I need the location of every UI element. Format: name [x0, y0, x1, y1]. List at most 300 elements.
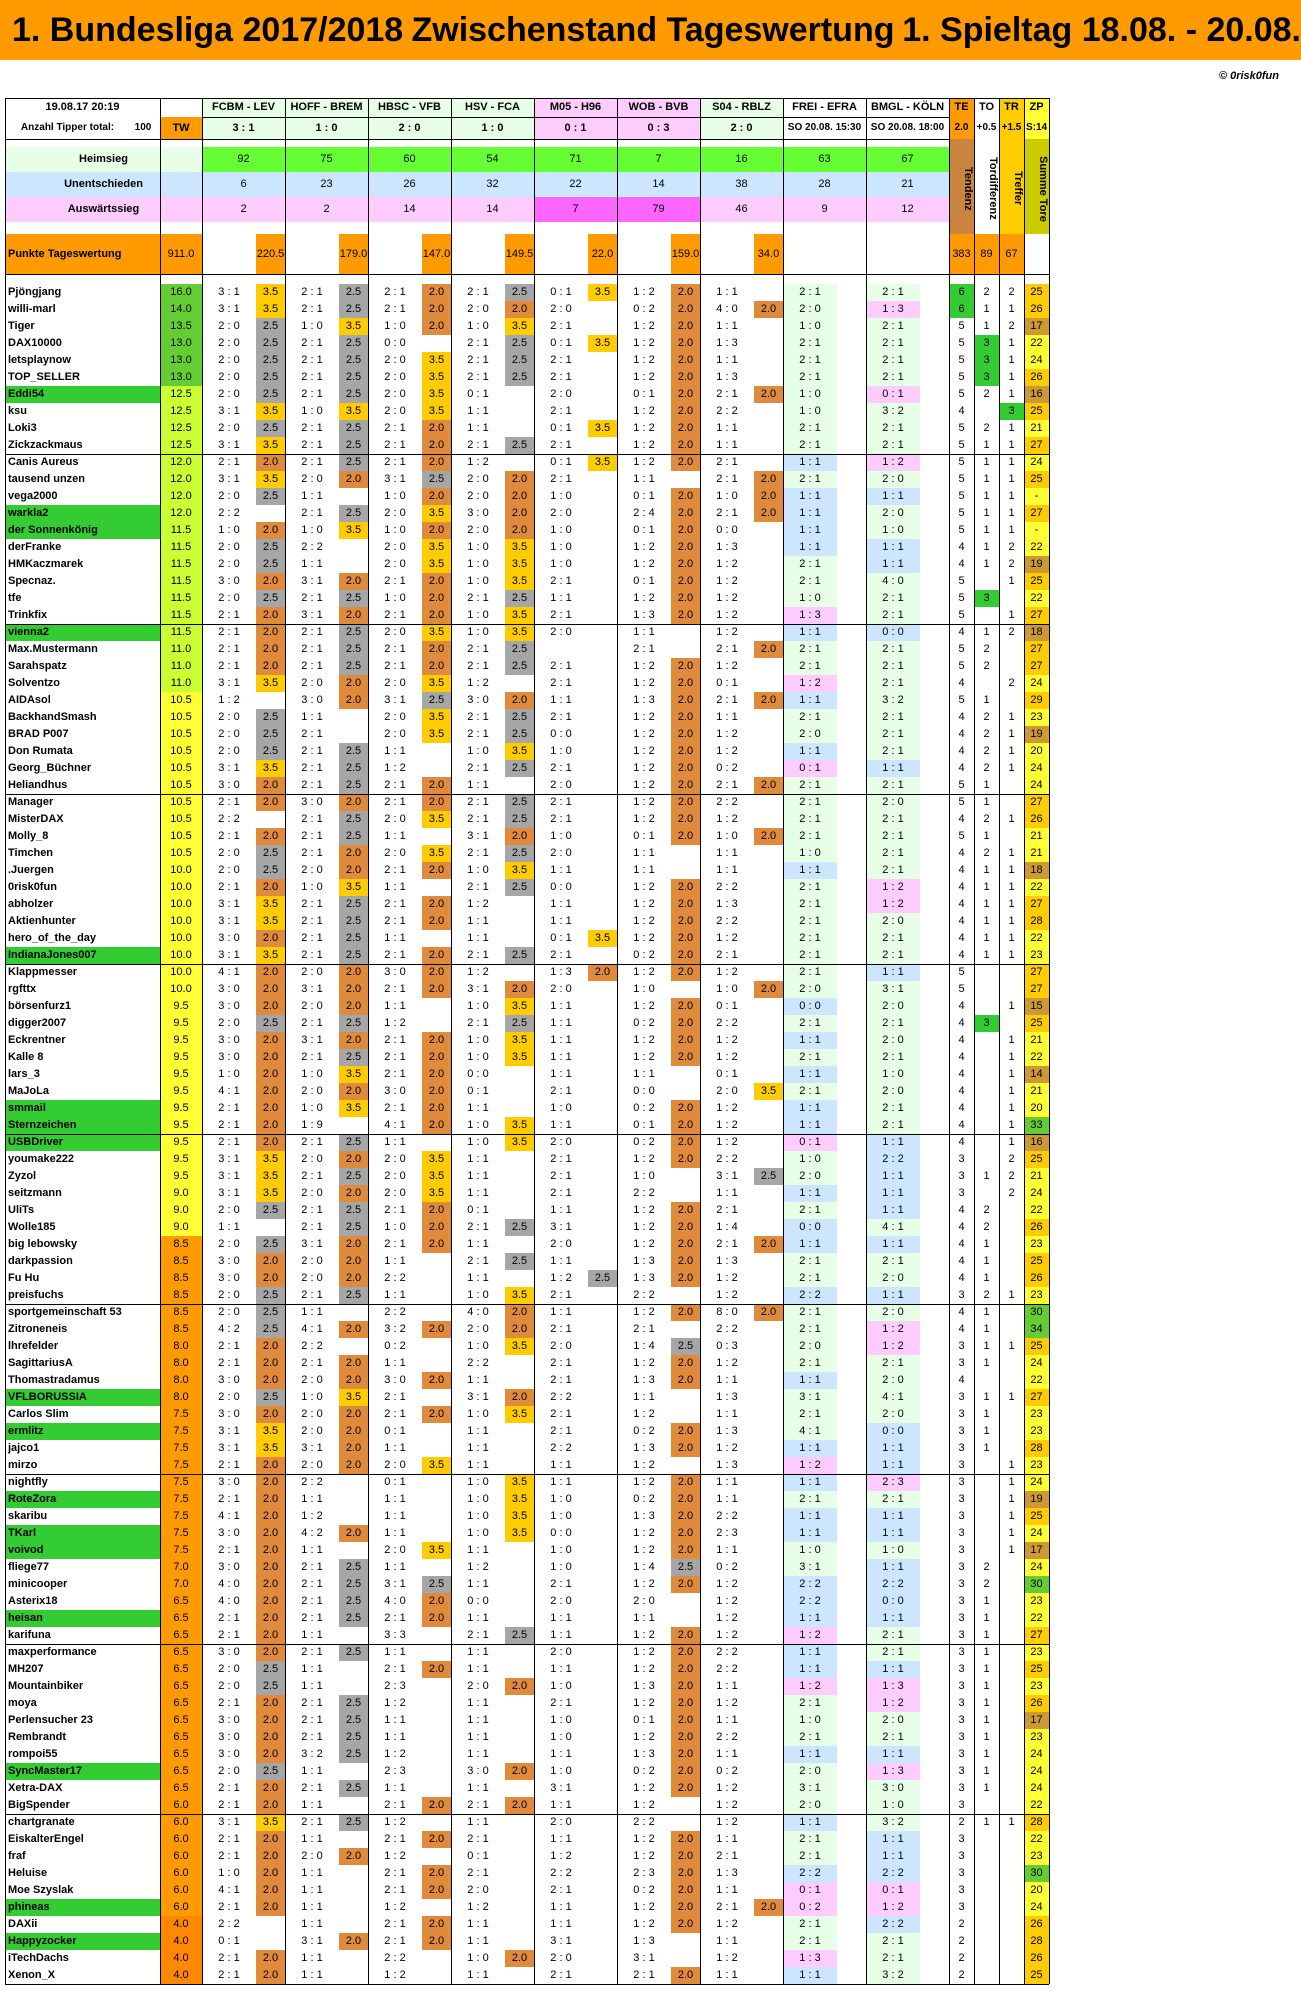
- player-tip: 1 : 2: [716, 1612, 738, 1624]
- player-tip: 2 : 1: [866, 658, 920, 675]
- player-tip-points: [837, 403, 866, 420]
- player-tip-points: 2.0: [339, 1321, 368, 1338]
- player-tip: 2 : 1: [218, 626, 240, 638]
- player-tip: 1 : 1: [783, 539, 837, 556]
- player-tr: 1: [1008, 388, 1015, 400]
- player-tip-points: 3.5: [256, 760, 285, 777]
- match-teams: FCBM - LEV: [202, 98, 285, 117]
- player-name: BigSpender: [8, 1799, 70, 1811]
- player-tip: 2 : 1: [467, 660, 489, 672]
- player-tip-points: 2.0: [339, 981, 368, 998]
- player-tip-points: 3.5: [256, 1151, 285, 1168]
- player-tip-points: 2.0: [256, 1355, 285, 1372]
- player-tip-points: [754, 1015, 783, 1032]
- player-tip: 1 : 0: [550, 541, 572, 553]
- player-day-points: 10.0: [160, 879, 202, 896]
- player-tip-points: 2.5: [256, 1763, 285, 1780]
- player-tip: 1 : 2: [716, 1595, 738, 1607]
- player-tip: 1 : 2: [384, 762, 406, 774]
- player-tip: 1 : 1: [550, 1799, 572, 1811]
- player-tip: 1 : 2: [783, 675, 837, 692]
- player-tip-points: 2.5: [754, 1168, 783, 1185]
- player-tip-points: 2.0: [256, 794, 285, 811]
- player-tip: 1 : 1: [384, 1561, 406, 1573]
- column-divider: [700, 98, 701, 1984]
- player-tip-points: 2.0: [671, 1117, 700, 1134]
- player-tr: [999, 1797, 1024, 1814]
- player-name: lars_3: [8, 1068, 40, 1080]
- player-tip: 1 : 1: [384, 932, 406, 944]
- player-name: seitzmann: [8, 1187, 62, 1199]
- player-name: Wolle185: [8, 1221, 56, 1233]
- player-tip-points: [920, 590, 949, 607]
- player-tip: 1 : 0: [218, 1068, 240, 1080]
- player-tip-points: 2.5: [339, 1780, 368, 1797]
- player-tip: 1 : 1: [384, 830, 406, 842]
- player-tip: 1 : 1: [783, 743, 837, 760]
- player-tip-points: 2.5: [256, 1389, 285, 1406]
- player-tip-points: 2.5: [339, 1644, 368, 1661]
- player-tip: 2 : 1: [866, 1355, 920, 1372]
- player-tip-points: 3.5: [505, 1406, 534, 1423]
- player-tip: 1 : 1: [467, 1187, 489, 1199]
- player-tr: 2: [1008, 1153, 1015, 1165]
- player-tip: 4 : 0: [716, 303, 738, 315]
- player-tip: 1 : 1: [783, 1185, 837, 1202]
- player-tip-points: [837, 1202, 866, 1219]
- player-tip: 0 : 0: [866, 624, 920, 641]
- player-tip-points: [588, 590, 617, 607]
- player-tip-points: [588, 386, 617, 403]
- player-tip: 1 : 2: [716, 609, 738, 621]
- player-tip-points: 2.5: [256, 1321, 285, 1338]
- player-tip-points: 2.0: [256, 1253, 285, 1270]
- player-tip-points: [754, 1525, 783, 1542]
- player-tip-points: 2.0: [422, 590, 451, 607]
- player-tip-points: [837, 1865, 866, 1882]
- player-tip: 2 : 1: [783, 573, 837, 590]
- player-tip-points: [754, 811, 783, 828]
- player-tip-points: 3.5: [256, 301, 285, 318]
- player-tip: 0 : 1: [384, 1476, 406, 1488]
- player-tip-points: [754, 1559, 783, 1576]
- player-tip: 1 : 0: [467, 1051, 489, 1063]
- player-tip-points: [339, 1865, 368, 1882]
- player-zp: 25: [1024, 1015, 1049, 1032]
- player-tip: 3 : 1: [301, 983, 323, 995]
- player-tip-points: [920, 709, 949, 726]
- player-tip-points: [422, 828, 451, 845]
- player-tip: 3 : 0: [301, 796, 323, 808]
- player-tip-points: [754, 1100, 783, 1117]
- player-tip-points: 2.0: [671, 1032, 700, 1049]
- player-tip: 2 : 2: [384, 1952, 406, 1964]
- player-day-points: 7.5: [160, 1423, 202, 1440]
- player-tip-points: 2.5: [256, 539, 285, 556]
- player-tip: 2 : 1: [301, 762, 323, 774]
- player-tip: 2 : 0: [633, 1595, 655, 1607]
- player-tip: 2 : 0: [218, 1391, 240, 1403]
- player-tip: 2 : 1: [866, 862, 920, 879]
- player-tip-points: [920, 1627, 949, 1644]
- player-tip: 1 : 1: [467, 1969, 489, 1981]
- player-tip-points: 2.0: [256, 1049, 285, 1066]
- player-tip: 3 : 1: [218, 898, 240, 910]
- player-tip-points: 2.0: [256, 1746, 285, 1763]
- player-tip-points: 2.5: [339, 1695, 368, 1712]
- player-tip: 3 : 0: [467, 507, 489, 519]
- player-tip-points: [588, 1321, 617, 1338]
- row-divider: [5, 794, 1049, 795]
- player-tip: 2 : 1: [783, 930, 837, 947]
- player-tip: 2 : 1: [218, 1782, 240, 1794]
- player-tip-points: [920, 1695, 949, 1712]
- player-tip-points: [256, 1916, 285, 1933]
- player-tip: 2 : 1: [716, 694, 738, 706]
- player-tr: [999, 1253, 1024, 1270]
- player-tip: 1 : 3: [633, 1442, 655, 1454]
- player-name: fraf: [8, 1850, 26, 1862]
- player-tip: 4 : 0: [467, 1306, 489, 1318]
- player-tip-points: [588, 1780, 617, 1797]
- player-tip-points: [920, 1372, 949, 1389]
- player-zp: 20: [1024, 1882, 1049, 1899]
- column-divider: [949, 98, 950, 1984]
- player-to: [974, 675, 999, 692]
- player-tip-points: 2.0: [422, 1661, 451, 1678]
- player-tip: 3 : 0: [384, 966, 406, 978]
- player-tip: 2 : 1: [783, 811, 837, 828]
- player-te: 2: [958, 1952, 965, 1964]
- player-tip: 2 : 1: [384, 983, 406, 995]
- player-tip: 2 : 0: [550, 847, 572, 859]
- player-tip-points: [505, 1848, 534, 1865]
- player-tr: [999, 981, 1024, 998]
- player-tip-points: 2.0: [671, 1100, 700, 1117]
- title-league: 1. Bundesliga 2017/2018: [12, 10, 404, 49]
- player-tip: 3 : 1: [301, 1442, 323, 1454]
- player-tip: 1 : 1: [550, 1629, 572, 1641]
- player-tip-points: 2.0: [505, 471, 534, 488]
- player-tip: 2 : 1: [301, 1561, 323, 1573]
- player-tip: 2 : 1: [866, 777, 920, 794]
- player-tip-points: [588, 1661, 617, 1678]
- player-tip: 0 : 2: [716, 762, 738, 774]
- player-tip-points: [837, 1814, 866, 1831]
- player-tip: 1 : 1: [301, 1544, 323, 1556]
- player-tip: 2 : 1: [783, 335, 837, 352]
- player-tip-points: [754, 1695, 783, 1712]
- player-tip: 1 : 2: [716, 575, 738, 587]
- player-name: Pjöngjang: [8, 286, 62, 298]
- player-tip-points: [920, 1729, 949, 1746]
- player-tip: 1 : 3: [716, 541, 738, 553]
- player-tip: 2 : 1: [467, 439, 489, 451]
- player-tip-points: 2.5: [505, 335, 534, 352]
- player-name: Eckrentner: [8, 1034, 66, 1046]
- player-tip: 2 : 0: [384, 1459, 406, 1471]
- player-to: [974, 1797, 999, 1814]
- player-tip: 1 : 1: [467, 1697, 489, 1709]
- player-tip: 2 : 2: [716, 1153, 738, 1165]
- player-tip: 1 : 2: [633, 1204, 655, 1216]
- player-tip: 1 : 2: [633, 422, 655, 434]
- player-zp: 23: [1024, 1236, 1049, 1253]
- player-tip: 2 : 1: [384, 1408, 406, 1420]
- player-to: [974, 1542, 999, 1559]
- player-to: 1: [983, 507, 990, 519]
- player-tip-points: [588, 1423, 617, 1440]
- player-tip-points: 2.0: [671, 879, 700, 896]
- player-tip: 1 : 1: [467, 1935, 489, 1947]
- player-tip-points: [920, 607, 949, 624]
- row-divider: [5, 624, 1049, 625]
- player-tip-points: [920, 811, 949, 828]
- player-tip-points: [671, 1797, 700, 1814]
- player-tip: 1 : 3: [716, 1255, 738, 1267]
- player-tip-points: 2.0: [339, 964, 368, 981]
- player-to: [974, 981, 999, 998]
- player-tip-points: 2.5: [422, 471, 451, 488]
- player-tip: 3 : 2: [866, 403, 920, 420]
- player-tip: 1 : 2: [716, 1629, 738, 1641]
- player-tip-points: 2.0: [671, 743, 700, 760]
- player-tip-points: [505, 386, 534, 403]
- player-tip-points: [505, 403, 534, 420]
- player-name: Zickzackmaus: [8, 439, 83, 451]
- player-tip: 1 : 1: [783, 1814, 837, 1831]
- player-tip-points: [920, 1746, 949, 1763]
- player-tip: 0 : 1: [633, 1119, 655, 1131]
- player-tip: 1 : 1: [716, 1969, 738, 1981]
- player-tip-points: 2.0: [256, 1610, 285, 1627]
- player-tip: 2 : 1: [783, 1321, 837, 1338]
- player-tr: 1: [1008, 728, 1015, 740]
- player-tip-points: 2.0: [671, 335, 700, 352]
- player-to: 3: [974, 335, 999, 352]
- player-te: 5: [958, 388, 965, 400]
- player-tip-points: [837, 369, 866, 386]
- player-tip-points: [920, 624, 949, 641]
- player-day-points: 8.5: [160, 1321, 202, 1338]
- player-tip-points: [588, 1168, 617, 1185]
- player-tip-points: 2.5: [505, 1015, 534, 1032]
- player-tip-points: 2.5: [339, 1219, 368, 1236]
- player-name: nightfly: [8, 1476, 48, 1488]
- player-tip-points: 2.5: [339, 1610, 368, 1627]
- player-zp: 25: [1024, 1253, 1049, 1270]
- player-tip-points: [588, 1151, 617, 1168]
- player-tip-points: [422, 1950, 451, 1967]
- player-day-points: 9.5: [160, 1066, 202, 1083]
- player-tip-points: [505, 420, 534, 437]
- player-tip-points: [754, 1916, 783, 1933]
- player-tip: 1 : 1: [384, 1714, 406, 1726]
- player-tip: 1 : 1: [301, 1867, 323, 1879]
- player-zp: 23: [1024, 1678, 1049, 1695]
- player-tip: 1 : 3: [633, 1935, 655, 1947]
- player-tip-points: [920, 896, 949, 913]
- player-tip-points: 2.5: [505, 947, 534, 964]
- player-to: 1: [983, 915, 990, 927]
- player-tip: 1 : 1: [467, 1578, 489, 1590]
- player-tip-points: [754, 913, 783, 930]
- player-to: [974, 1933, 999, 1950]
- player-tip-points: [422, 1729, 451, 1746]
- points-label: Punkte Tageswertung: [5, 234, 160, 274]
- player-name: Carlos Slim: [8, 1408, 69, 1420]
- player-tip: 1 : 0: [467, 1340, 489, 1352]
- player-tip: 1 : 1: [384, 1255, 406, 1267]
- player-tip: 2 : 1: [301, 388, 323, 400]
- player-tip-points: 2.5: [256, 420, 285, 437]
- player-tip-points: [837, 1525, 866, 1542]
- title-matchday: 1. Spieltag 18.08. - 20.08.: [902, 10, 1301, 49]
- home-win-label: Heimsieg: [5, 147, 202, 172]
- player-name: rgfttx: [8, 983, 37, 995]
- player-tip: 2 : 0: [384, 371, 406, 383]
- player-tip-points: [837, 1236, 866, 1253]
- player-tip-points: 2.0: [671, 556, 700, 573]
- player-tip: 2 : 1: [783, 1253, 837, 1270]
- player-zp: 23: [1024, 1457, 1049, 1474]
- player-tip: 1 : 2: [633, 711, 655, 723]
- player-day-points: 13.0: [160, 369, 202, 386]
- player-tip: 2 : 1: [550, 660, 572, 672]
- player-tip: 0 : 2: [783, 1899, 837, 1916]
- player-tip-points: 2.5: [339, 777, 368, 794]
- player-name: youmake222: [8, 1153, 75, 1165]
- match-teams: S04 - RBLZ: [700, 98, 783, 117]
- player-to: 2: [983, 388, 990, 400]
- player-tip-points: 2.5: [256, 1015, 285, 1032]
- player-tr: [999, 1899, 1024, 1916]
- player-name: iTechDachs: [8, 1952, 69, 1964]
- player-tip-points: 2.0: [422, 913, 451, 930]
- player-te: 4: [958, 898, 965, 910]
- player-tr: 1: [1008, 490, 1015, 502]
- player-tip: 2 : 1: [301, 422, 323, 434]
- player-tip: 1 : 2: [716, 1578, 738, 1590]
- player-tip-points: 2.0: [422, 301, 451, 318]
- player-tip: 1 : 2: [716, 660, 738, 672]
- player-tip-points: 2.0: [671, 1049, 700, 1066]
- player-tip: 1 : 1: [467, 1272, 489, 1284]
- player-tip: 2 : 2: [633, 1816, 655, 1828]
- player-to: 1: [983, 541, 990, 553]
- player-te: 3: [958, 1901, 965, 1913]
- player-tr: 1: [1008, 932, 1015, 944]
- player-tip: 3 : 1: [218, 762, 240, 774]
- player-zp: 23: [1024, 709, 1049, 726]
- player-name: UliTs: [8, 1204, 35, 1216]
- player-tip: 1 : 0: [467, 541, 489, 553]
- player-tip: 1 : 3: [633, 1680, 655, 1692]
- player-tip-points: [422, 1389, 451, 1406]
- player-tip: 0 : 1: [716, 1000, 738, 1012]
- player-tip: 1 : 1: [783, 1117, 837, 1134]
- player-tip-points: 2.0: [256, 1406, 285, 1423]
- player-tip-points: [422, 1780, 451, 1797]
- player-day-points: 9.0: [160, 1202, 202, 1219]
- player-tip-points: 3.5: [339, 1100, 368, 1117]
- player-tip-points: 3.5: [256, 896, 285, 913]
- player-tip-points: 2.0: [422, 1219, 451, 1236]
- player-zp: 21: [1024, 1083, 1049, 1100]
- player-tip-points: [505, 1712, 534, 1729]
- player-tip-points: [754, 998, 783, 1015]
- player-zp: 14: [1024, 1066, 1049, 1083]
- player-tip-points: [920, 1814, 949, 1831]
- player-tip: 2 : 0: [384, 1153, 406, 1165]
- player-tip-points: [588, 1865, 617, 1882]
- player-tip: 2 : 1: [550, 762, 572, 774]
- player-tip: 1 : 2: [633, 1153, 655, 1165]
- player-tip-points: 2.0: [256, 998, 285, 1015]
- player-tip-points: [671, 1185, 700, 1202]
- player-to: [974, 1967, 999, 1984]
- away-win-count: 2: [285, 197, 368, 222]
- extra-col-points: 89: [974, 234, 999, 274]
- player-tip-points: [339, 1338, 368, 1355]
- player-tip-points: 2.0: [256, 1865, 285, 1882]
- column-divider: [534, 98, 535, 1984]
- player-tip: 1 : 0: [716, 830, 738, 842]
- player-tip: 1 : 2: [633, 1663, 655, 1675]
- player-tip-points: [754, 862, 783, 879]
- player-tip: 2 : 0: [550, 1646, 572, 1658]
- player-tip: 2 : 1: [384, 1034, 406, 1046]
- player-tip: 1 : 0: [783, 1542, 837, 1559]
- player-tip-points: 2.0: [339, 1236, 368, 1253]
- player-tip-points: [505, 675, 534, 692]
- player-tip: 1 : 1: [550, 1255, 572, 1267]
- player-tip: 2 : 1: [550, 405, 572, 417]
- player-tip-points: [422, 1763, 451, 1780]
- player-tip: 2 : 1: [866, 641, 920, 658]
- player-tip-points: [754, 726, 783, 743]
- player-tip-points: 2.0: [671, 1219, 700, 1236]
- player-te: 4: [958, 1136, 965, 1148]
- player-tip: 1 : 1: [783, 522, 837, 539]
- player-tr: [999, 1627, 1024, 1644]
- player-tip: 2 : 0: [384, 1170, 406, 1182]
- player-tip: 2 : 1: [384, 456, 406, 468]
- player-tr: [999, 1950, 1024, 1967]
- player-tip: 1 : 3: [716, 1459, 738, 1471]
- player-name: .Juergen: [8, 864, 54, 876]
- player-tr: [999, 777, 1024, 794]
- player-tr: [999, 828, 1024, 845]
- player-tip: 0 : 0: [467, 1068, 489, 1080]
- player-name: VFLBORUSSIA: [5, 1389, 160, 1406]
- player-tip-points: [671, 1814, 700, 1831]
- player-day-points: 7.5: [160, 1491, 202, 1508]
- player-name: Heluise: [8, 1867, 48, 1879]
- player-tip-points: 2.0: [422, 1865, 451, 1882]
- player-name: darkpassion: [8, 1255, 73, 1267]
- player-tip-points: [920, 1525, 949, 1542]
- player-tip-points: [422, 1559, 451, 1576]
- player-tip: 1 : 2: [633, 354, 655, 366]
- player-te: 5: [958, 660, 965, 672]
- player-tip-points: [920, 335, 949, 352]
- player-tip: 2 : 1: [550, 1289, 572, 1301]
- player-tip-points: 3.5: [422, 1542, 451, 1559]
- player-tip: 2 : 0: [783, 1168, 837, 1185]
- player-tip-points: [920, 1032, 949, 1049]
- player-tip-points: 3.5: [256, 675, 285, 692]
